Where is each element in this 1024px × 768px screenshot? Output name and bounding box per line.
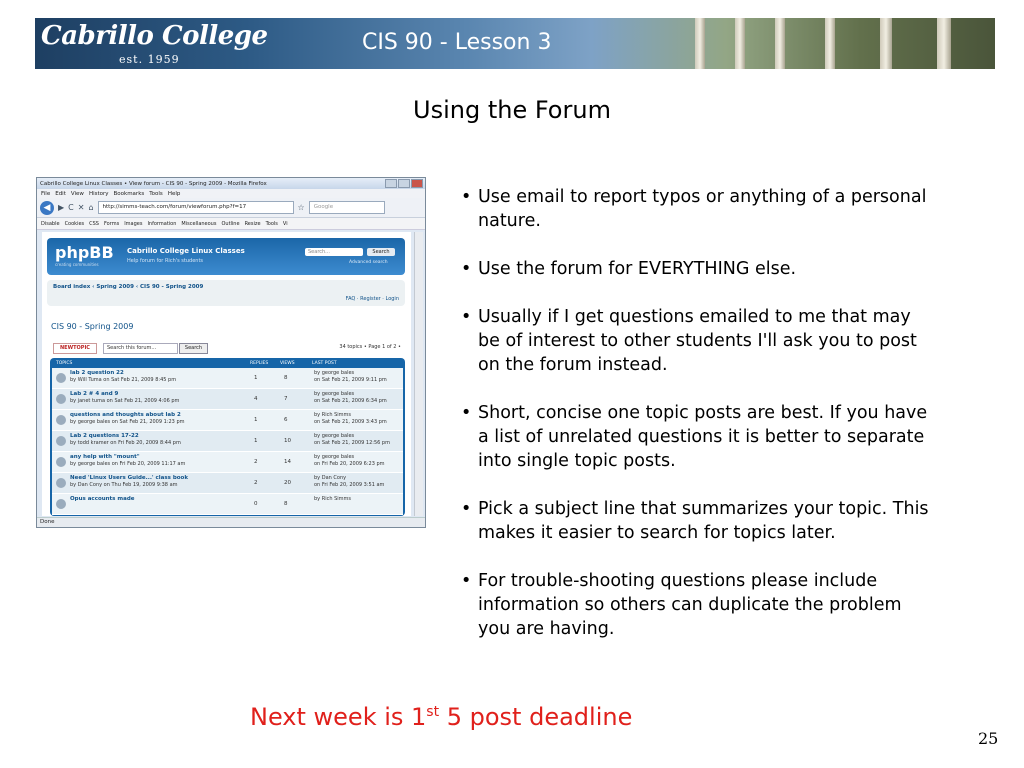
bullet-item: • Usually if I get questions emailed to me that may be of interest to other students I'll ask you to post on the forum instead. <box>458 305 938 377</box>
register-link: Register <box>360 296 381 302</box>
deadline-note <box>250 703 632 731</box>
stop-icon: ✕ <box>77 203 85 212</box>
topic-title: Lab 2 # 4 and 9 <box>70 391 119 397</box>
topic-read-icon <box>56 436 66 446</box>
advanced-search-link: Advanced search <box>349 260 388 265</box>
faq-link: FAQ <box>345 296 356 302</box>
menu-history: History <box>88 190 109 197</box>
login-link: Login <box>385 296 399 302</box>
lesson-title: CIS 90 - Lesson 3 <box>362 30 552 55</box>
toolbar-images: Images <box>124 220 143 227</box>
window-title: Cabrillo College Linux Classes • View forum - CIS 90 - Spring 2009 - Mozilla Firefox <box>40 180 267 187</box>
back-icon: ◀ <box>40 201 54 215</box>
close-icon <box>411 179 423 188</box>
table-row <box>52 473 403 494</box>
topic-read-icon <box>56 373 66 383</box>
topic-read-icon <box>56 415 66 425</box>
topic-last-post <box>314 454 400 468</box>
topic-author: by george bales on Fri Feb 20, 2009 11:17 am <box>70 461 186 467</box>
toolbar-disable: Disable <box>41 220 60 227</box>
forum-search-button: Search <box>367 248 395 256</box>
topic-views: 8 <box>284 375 288 381</box>
topic-views: 10 <box>284 438 291 444</box>
topic-title: Need 'Linux Users Guide...' class book <box>70 475 188 481</box>
table-row <box>52 368 403 389</box>
topic-author: by janet tuma on Sat Feb 21, 2009 4:06 pm <box>70 398 180 404</box>
last-post-date: on Fri Feb 20, 2009 6:23 pm <box>314 461 385 467</box>
forum-site-name: Cabrillo College Linux Classes <box>127 247 245 255</box>
bullet-item: • Use the forum for EVERYTHING else. <box>458 257 938 281</box>
url-bar: http://simms-teach.com/forum/viewforum.php?f=17 <box>98 201 294 214</box>
bullet-item: • Pick a subject line that summarizes your topic. This makes it easier to search for topics later. <box>458 497 938 545</box>
browser-menubar <box>37 189 425 198</box>
college-logo: Cabrillo College <box>41 21 268 51</box>
menu-file: File <box>41 190 51 197</box>
bullet-item: • Use email to report typos or anything of a personal nature. <box>458 185 938 233</box>
last-post-author: by george bales <box>314 454 355 460</box>
topic-read-icon <box>56 457 66 467</box>
topic-read-icon <box>56 499 66 509</box>
col-topics: TOPICS <box>56 361 73 366</box>
new-topic-button: NEWTOPIC <box>53 343 97 354</box>
menu-bookmarks: Bookmarks <box>113 190 145 197</box>
last-post-author: by george bales <box>314 391 355 397</box>
menu-view: View <box>70 190 84 197</box>
last-post-author: by george bales <box>314 433 355 439</box>
building-columns-image <box>675 18 995 69</box>
menu-edit: Edit <box>55 190 66 197</box>
forward-icon: ▶ <box>58 203 65 212</box>
topic-replies: 1 <box>254 438 258 444</box>
topic-author: by Will Tuma on Sat Feb 21, 2009 8:45 pm <box>70 377 177 383</box>
forum-title: CIS 90 - Spring 2009 <box>51 322 134 331</box>
browser-navbar <box>37 198 425 218</box>
topic-replies: 1 <box>254 375 258 381</box>
topic-title: Opus accounts made <box>70 496 135 502</box>
minimize-icon <box>385 179 397 188</box>
search-forum-button: Search <box>179 343 208 354</box>
topic-replies: 2 <box>254 480 258 486</box>
maximize-icon <box>398 179 410 188</box>
topic-author: by george bales on Sat Feb 21, 2009 1:23 pm <box>70 419 185 425</box>
topic-views: 20 <box>284 480 291 486</box>
pagination: 34 topics • Page 1 of 2 • <box>339 344 401 350</box>
last-post-author: by george bales <box>314 370 355 376</box>
toolbar-vi: Vi <box>282 220 288 227</box>
col-replies: REPLIES <box>250 361 269 366</box>
topics-table-header <box>50 358 405 368</box>
deadline-prefix: Next week is 1 <box>250 703 427 731</box>
table-row <box>52 410 403 431</box>
topic-title: questions and thoughts about lab 2 <box>70 412 181 418</box>
browser-scrollbar <box>414 232 423 516</box>
header-banner <box>35 18 995 69</box>
topic-last-post <box>314 433 400 447</box>
table-row <box>52 452 403 473</box>
toolbar-css: CSS <box>89 220 99 227</box>
last-post-author: by Rich Simms <box>314 496 352 502</box>
home-icon: ⌂ <box>88 203 94 212</box>
menu-tools: Tools <box>149 190 163 197</box>
reload-icon: C <box>68 203 74 212</box>
topic-replies: 1 <box>254 417 258 423</box>
topic-read-icon <box>56 394 66 404</box>
phpbb-logo: phpBB <box>55 243 114 262</box>
bullet-item: • For trouble-shooting questions please include information so others can duplicate the problem you are having. <box>458 569 938 641</box>
topic-replies: 2 <box>254 459 258 465</box>
college-logo-est: est. 1959 <box>119 53 180 66</box>
topic-author: by todd kramer on Fri Feb 20, 2009 8:44 pm <box>70 440 181 446</box>
bullet-list <box>458 185 938 665</box>
toolbar-miscellaneous: Miscellaneous <box>181 220 217 227</box>
last-post-date: on Sat Feb 21, 2009 9:11 pm <box>314 377 387 383</box>
topic-last-post <box>314 412 400 426</box>
topic-last-post <box>314 370 400 384</box>
topic-author: by Dan Cony on Thu Feb 19, 2009 9:38 am <box>70 482 178 488</box>
last-post-date: on Sat Feb 21, 2009 12:56 pm <box>314 440 390 446</box>
topic-last-post <box>314 391 400 405</box>
forum-breadcrumb-bar <box>47 280 405 306</box>
forum-header <box>47 238 405 275</box>
toolbar-resize: Resize <box>244 220 261 227</box>
forum-page <box>42 232 411 516</box>
toolbar-outline: Outline <box>221 220 240 227</box>
last-post-author: by Rich Simms <box>314 412 352 418</box>
topic-replies: 0 <box>254 501 258 507</box>
col-last-post: LAST POST <box>312 361 337 366</box>
col-views: VIEWS <box>280 361 295 366</box>
user-links: FAQ · Register · Login <box>345 296 399 302</box>
toolbar-tools: Tools <box>265 220 278 227</box>
phpbb-tagline: creating communities <box>55 262 99 267</box>
topic-title: lab 2 question 22 <box>70 370 124 376</box>
slide-number: 25 <box>978 729 999 748</box>
topic-views: 6 <box>284 417 288 423</box>
toolbar-information: Information <box>147 220 177 227</box>
last-post-date: on Fri Feb 20, 2009 3:51 am <box>314 482 385 488</box>
menu-help: Help <box>167 190 181 197</box>
slide-title: Using the Forum <box>413 96 611 124</box>
deadline-suffix: 5 post deadline <box>439 703 633 731</box>
table-row <box>52 431 403 452</box>
forum-screenshot <box>36 177 426 528</box>
topic-read-icon <box>56 478 66 488</box>
topic-views: 7 <box>284 396 288 402</box>
topic-views: 14 <box>284 459 291 465</box>
bookmark-star-icon: ☆ <box>297 203 305 212</box>
deadline-ordinal: st <box>426 704 440 720</box>
topics-table <box>50 358 405 516</box>
last-post-date: on Sat Feb 21, 2009 6:34 pm <box>314 398 387 404</box>
browser-titlebar <box>37 178 425 189</box>
webdev-toolbar <box>37 218 425 230</box>
toolbar-forms: Forms <box>103 220 120 227</box>
browser-statusbar: Done <box>37 517 426 527</box>
forum-search-input: Search... <box>305 248 363 256</box>
search-forum-input: Search this forum... <box>103 343 178 354</box>
toolbar-cookies: Cookies <box>64 220 85 227</box>
table-row <box>52 389 403 410</box>
table-row <box>52 494 403 515</box>
topic-title: Lab 2 questions 17-22 <box>70 433 139 439</box>
forum-site-desc: Help forum for Rich's students <box>127 258 204 264</box>
bullet-item: • Short, concise one topic posts are best. If you have a list of unrelated questions it is better to separate into single topic posts. <box>458 401 938 473</box>
browser-search-box: Google <box>309 201 385 214</box>
breadcrumb: Board index ‹ Spring 2009 ‹ CIS 90 - Spring 2009 <box>53 284 204 290</box>
topic-last-post <box>314 475 400 489</box>
topic-title: any help with "mount" <box>70 454 140 460</box>
topic-views: 8 <box>284 501 288 507</box>
topic-last-post <box>314 496 400 503</box>
topic-replies: 4 <box>254 396 258 402</box>
last-post-author: by Dan Cony <box>314 475 347 481</box>
last-post-date: on Sat Feb 21, 2009 3:43 pm <box>314 419 387 425</box>
